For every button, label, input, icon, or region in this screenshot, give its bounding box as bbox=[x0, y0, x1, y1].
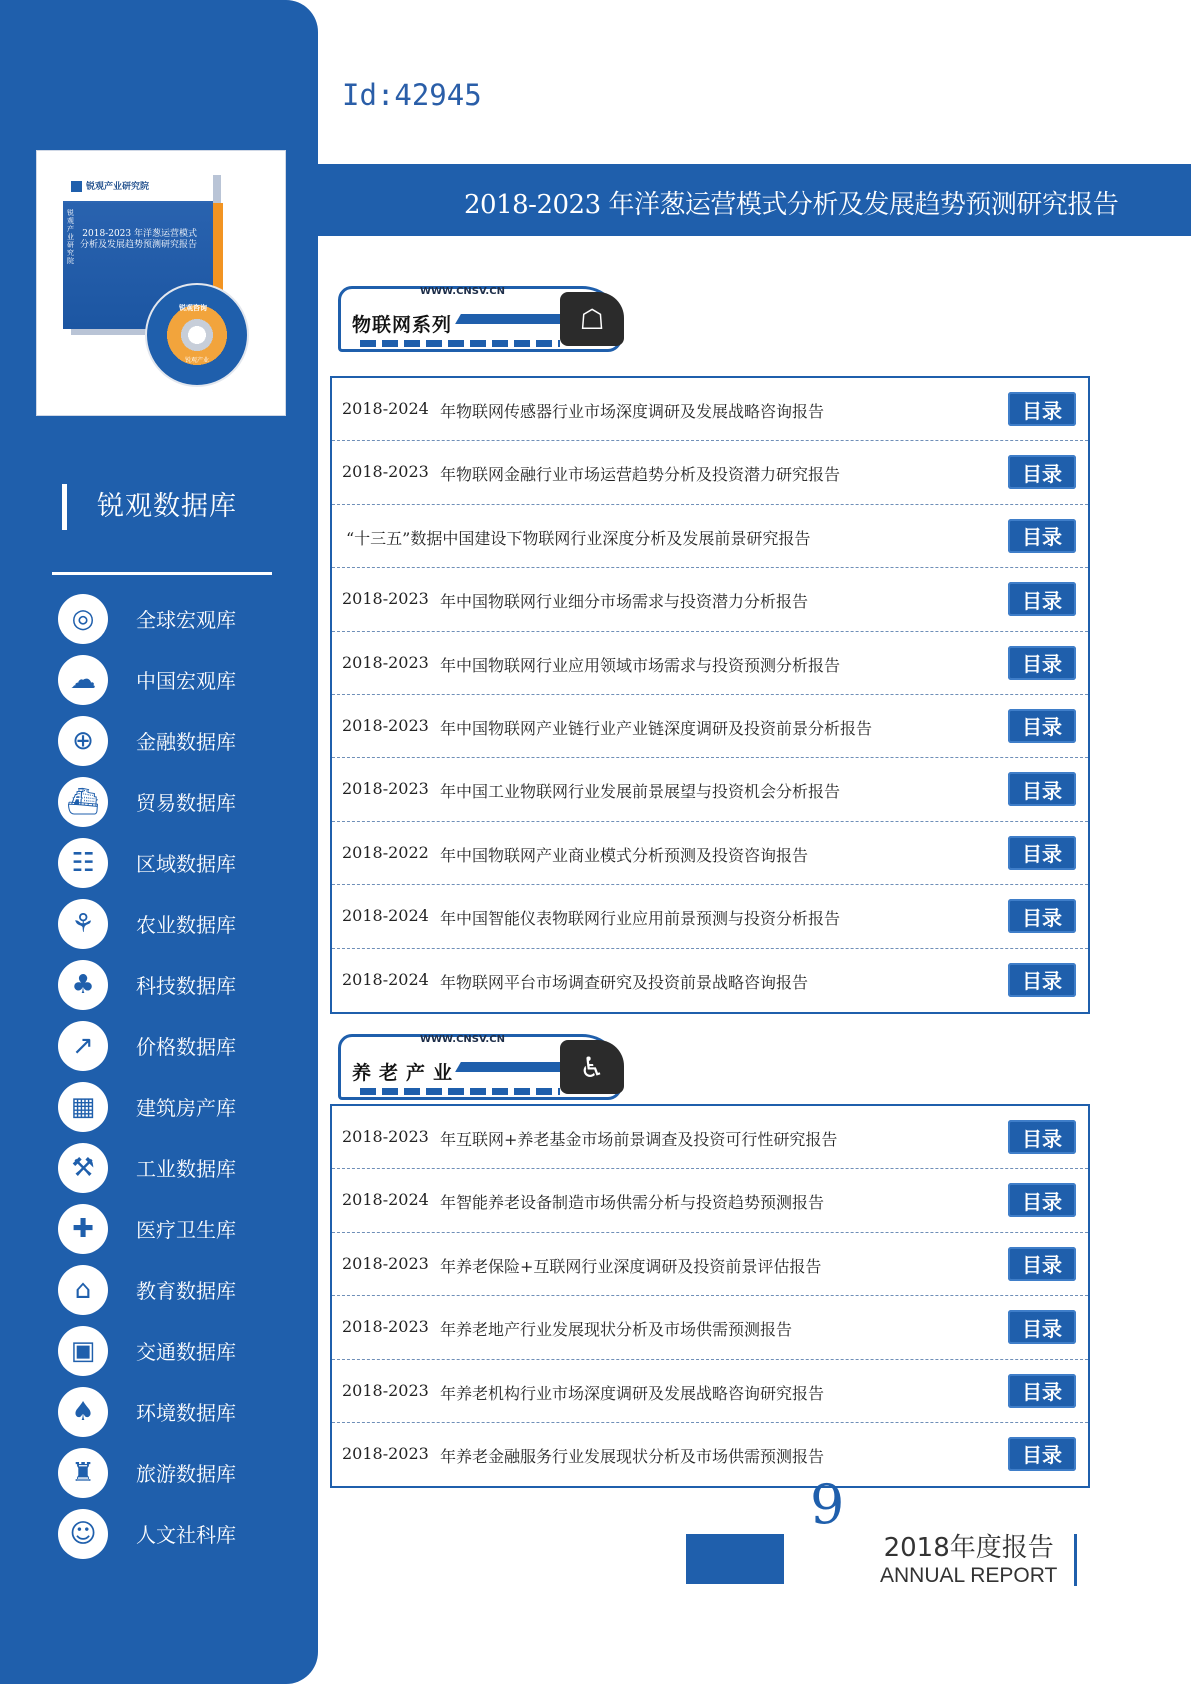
sidebar-item[interactable] bbox=[58, 832, 298, 893]
sidebar-item-label: 全球宏观库 bbox=[136, 608, 236, 632]
title-bar bbox=[318, 164, 1191, 236]
badge-title: 物联网系列 bbox=[352, 314, 453, 336]
china-map-icon: ☁ bbox=[58, 655, 108, 705]
sidebar-item[interactable] bbox=[58, 954, 298, 1015]
sidebar-item-label: 教育数据库 bbox=[136, 1279, 236, 1303]
sidebar-item[interactable] bbox=[58, 893, 298, 954]
toc-button[interactable]: 目录 bbox=[1008, 1120, 1076, 1154]
report-title-link[interactable]: 年物联网平台市场调查研究及投资前景战略咨询报告 bbox=[440, 972, 809, 992]
report-title-link[interactable]: 年中国物联网行业应用领域市场需求与投资预测分析报告 bbox=[440, 655, 841, 675]
sidebar-item[interactable] bbox=[58, 1198, 298, 1259]
sidebar-item-label: 科技数据库 bbox=[136, 974, 236, 998]
toc-button[interactable]: 目录 bbox=[1008, 963, 1076, 997]
report-cover-image bbox=[36, 150, 286, 416]
report-row bbox=[332, 1233, 1088, 1296]
sidebar-item[interactable] bbox=[58, 1381, 298, 1442]
sidebar-item-label: 金融数据库 bbox=[136, 730, 236, 754]
sidebar-item-label: 价格数据库 bbox=[136, 1035, 236, 1059]
sidebar bbox=[0, 0, 318, 1684]
sidebar-item-label: 工业数据库 bbox=[136, 1157, 236, 1181]
cargo-ship-icon: ⛴ bbox=[58, 777, 108, 827]
toc-button[interactable]: 目录 bbox=[1008, 1183, 1076, 1217]
report-year: 2018-2022 bbox=[342, 842, 429, 862]
database-list bbox=[58, 588, 298, 1564]
castle-icon: ♜ bbox=[58, 1448, 108, 1498]
report-title-link[interactable]: 年互联网+养老基金市场前景调查及投资可行性研究报告 bbox=[440, 1130, 838, 1149]
factory-icon: ⚒ bbox=[58, 1143, 108, 1193]
tree-tech-icon: ♣ bbox=[58, 960, 108, 1010]
sidebar-item-label: 农业数据库 bbox=[136, 913, 236, 937]
disc-label: 锐观产业 bbox=[184, 357, 209, 364]
sidebar-item[interactable] bbox=[58, 1137, 298, 1198]
org-chart-icon: ☷ bbox=[58, 838, 108, 888]
report-year: 2018-2023 bbox=[342, 1317, 429, 1337]
report-row bbox=[332, 1423, 1088, 1486]
building-icon: ▦ bbox=[58, 1082, 108, 1132]
sidebar-item-label: 医疗卫生库 bbox=[136, 1218, 236, 1242]
report-year: 2018-2023 bbox=[342, 589, 429, 609]
report-title-link[interactable]: 年智能养老设备制造市场供需分析与投资趋势预测报告 bbox=[440, 1193, 825, 1213]
report-title-link[interactable]: 年养老地产行业发展现状分析及市场供需预测报告 bbox=[440, 1320, 793, 1340]
sidebar-item[interactable] bbox=[58, 1503, 298, 1564]
toc-button[interactable]: 目录 bbox=[1008, 772, 1076, 806]
cover-brand: 锐观产业研究院 bbox=[71, 179, 149, 192]
toc-button[interactable]: 目录 bbox=[1008, 392, 1076, 426]
report-title-link[interactable]: 年养老保险+互联网行业深度调研及投资前景评估报告 bbox=[440, 1256, 822, 1276]
sidebar-item-label: 区域数据库 bbox=[136, 852, 236, 876]
report-year: 2018-2023 bbox=[342, 462, 429, 482]
report-row bbox=[332, 505, 1088, 568]
price-chart-icon: ↗ bbox=[58, 1021, 108, 1071]
annual-report-label: 2018年度报告 ANNUAL REPORT bbox=[880, 1533, 1058, 1587]
toc-button[interactable]: 目录 bbox=[1008, 1437, 1076, 1471]
report-row bbox=[332, 1169, 1088, 1232]
report-title-link[interactable]: 年物联网金融行业市场运营趋势分析及投资潜力研究报告 bbox=[440, 465, 841, 485]
sidebar-item-label: 人文社科库 bbox=[136, 1523, 236, 1547]
report-row bbox=[332, 695, 1088, 758]
report-year: 2018-2024 bbox=[342, 399, 429, 418]
report-year: 2018-2024 bbox=[342, 906, 429, 926]
graduation-cap-icon: ⌂ bbox=[58, 1265, 108, 1315]
report-row bbox=[332, 568, 1088, 631]
finance-globe-icon: ⊕ bbox=[58, 716, 108, 766]
report-id: Id:42945 bbox=[342, 78, 482, 112]
sidebar-item[interactable] bbox=[58, 771, 298, 832]
report-title-link[interactable]: 年中国工业物联网行业发展前景展望与投资机会分析报告 bbox=[440, 782, 841, 802]
badge-title: 养老产业 bbox=[352, 1062, 461, 1084]
report-title-link[interactable]: 年中国物联网产业商业模式分析预测及投资咨询报告 bbox=[440, 845, 809, 865]
report-year: 2018-2023 bbox=[342, 652, 429, 672]
page-number: 9 bbox=[810, 1473, 845, 1536]
sidebar-item-label: 交通数据库 bbox=[136, 1340, 236, 1364]
ambulance-icon: ✚ bbox=[58, 1204, 108, 1254]
toc-button[interactable]: 目录 bbox=[1008, 1374, 1076, 1408]
report-row bbox=[332, 1296, 1088, 1359]
footer-block bbox=[686, 1534, 784, 1584]
report-row bbox=[332, 758, 1088, 821]
report-year: 2018-2024 bbox=[342, 969, 429, 989]
sidebar-item-label: 环境数据库 bbox=[136, 1401, 236, 1425]
section-badge-elderly bbox=[338, 1026, 628, 1100]
cover-spine-text: 锐观产业研究院 bbox=[67, 209, 74, 265]
sidebar-item-label: 贸易数据库 bbox=[136, 791, 236, 815]
wheat-icon: ⚘ bbox=[58, 899, 108, 949]
report-row bbox=[332, 632, 1088, 695]
report-title-link[interactable]: 年养老机构行业市场深度调研及发展战略咨询研究报告 bbox=[440, 1383, 825, 1403]
toc-button[interactable]: 目录 bbox=[1008, 519, 1076, 553]
report-row bbox=[332, 378, 1088, 441]
report-row bbox=[332, 822, 1088, 885]
sidebar-item-label: 建筑房产库 bbox=[136, 1096, 236, 1120]
disc-brand: 锐观咨询 bbox=[179, 304, 207, 312]
report-year: 2018-2024 bbox=[342, 1190, 429, 1210]
sidebar-item-label: 中国宏观库 bbox=[136, 669, 236, 693]
sidebar-item[interactable] bbox=[58, 1076, 298, 1137]
report-title-link[interactable]: 年中国智能仪表物联网行业应用前景预测与投资分析报告 bbox=[440, 909, 841, 929]
sidebar-item[interactable] bbox=[58, 1259, 298, 1320]
report-list-iot bbox=[330, 376, 1090, 1014]
cd-disc bbox=[145, 283, 249, 387]
report-list-elderly bbox=[330, 1104, 1090, 1488]
cover-title: 2018-2023 年洋葱运营模式分析及发展趋势预测研究报告 bbox=[79, 229, 197, 250]
sidebar-item[interactable] bbox=[58, 1442, 298, 1503]
sidebar-item[interactable] bbox=[58, 1320, 298, 1381]
sidebar-item[interactable] bbox=[58, 1015, 298, 1076]
report-year: 2018-2023 bbox=[342, 715, 429, 735]
train-icon: ▣ bbox=[58, 1326, 108, 1376]
toc-button[interactable]: 目录 bbox=[1008, 836, 1076, 870]
sidebar-item[interactable] bbox=[58, 710, 298, 771]
sidebar-item[interactable] bbox=[58, 649, 298, 710]
toc-button[interactable]: 目录 bbox=[1008, 899, 1076, 933]
report-year: 2018-2023 bbox=[342, 1443, 429, 1463]
globe-icon: ◎ bbox=[58, 594, 108, 644]
report-row bbox=[332, 949, 1088, 1012]
report-title-link[interactable]: “十三五”数据中国建设下物联网行业深度分析及发展前景研究报告 bbox=[346, 528, 811, 548]
report-row bbox=[332, 441, 1088, 504]
network-computer-icon: ☖ bbox=[560, 292, 624, 346]
report-title-link[interactable]: 年中国物联网行业细分市场需求与投资潜力分析报告 bbox=[440, 592, 809, 612]
report-title-link[interactable]: 年物联网传感器行业市场深度调研及发展战略咨询报告 bbox=[440, 402, 825, 421]
database-heading: 锐观数据库 bbox=[62, 484, 237, 530]
report-year: 2018-2023 bbox=[342, 779, 429, 799]
badge-url: WWW.CNSV.CN bbox=[420, 1034, 505, 1045]
elderly-couple-icon: ♿ bbox=[560, 1040, 624, 1094]
report-row bbox=[332, 1360, 1088, 1423]
report-year: 2018-2023 bbox=[342, 1127, 429, 1146]
sidebar-item-label: 旅游数据库 bbox=[136, 1462, 236, 1486]
report-year: 2018-2023 bbox=[342, 1380, 429, 1400]
person-desk-icon: ☺ bbox=[58, 1509, 108, 1559]
toc-button[interactable]: 目录 bbox=[1008, 582, 1076, 616]
toc-button[interactable]: 目录 bbox=[1008, 1310, 1076, 1344]
heading-divider bbox=[52, 572, 272, 575]
toc-button[interactable]: 目录 bbox=[1008, 1247, 1076, 1281]
report-title: 2018-2023 年洋葱运营模式分析及发展趋势预测研究报告 bbox=[464, 190, 1119, 220]
footer-divider bbox=[1074, 1534, 1077, 1586]
report-title-link[interactable]: 年中国物联网产业链行业产业链深度调研及投资前景分析报告 bbox=[440, 718, 873, 738]
section-badge-iot bbox=[338, 278, 628, 352]
report-row bbox=[332, 1106, 1088, 1169]
report-title-link[interactable]: 年养老金融服务行业发展现状分析及市场供需预测报告 bbox=[440, 1446, 825, 1466]
report-year: 2018-2023 bbox=[342, 1253, 429, 1273]
badge-url: WWW.CNSV.CN bbox=[420, 286, 505, 297]
toc-button[interactable]: 目录 bbox=[1008, 709, 1076, 743]
report-row bbox=[332, 885, 1088, 948]
toc-button[interactable]: 目录 bbox=[1008, 455, 1076, 489]
toc-button[interactable]: 目录 bbox=[1008, 646, 1076, 680]
trees-icon: ♠ bbox=[58, 1387, 108, 1437]
sidebar-item[interactable] bbox=[58, 588, 298, 649]
